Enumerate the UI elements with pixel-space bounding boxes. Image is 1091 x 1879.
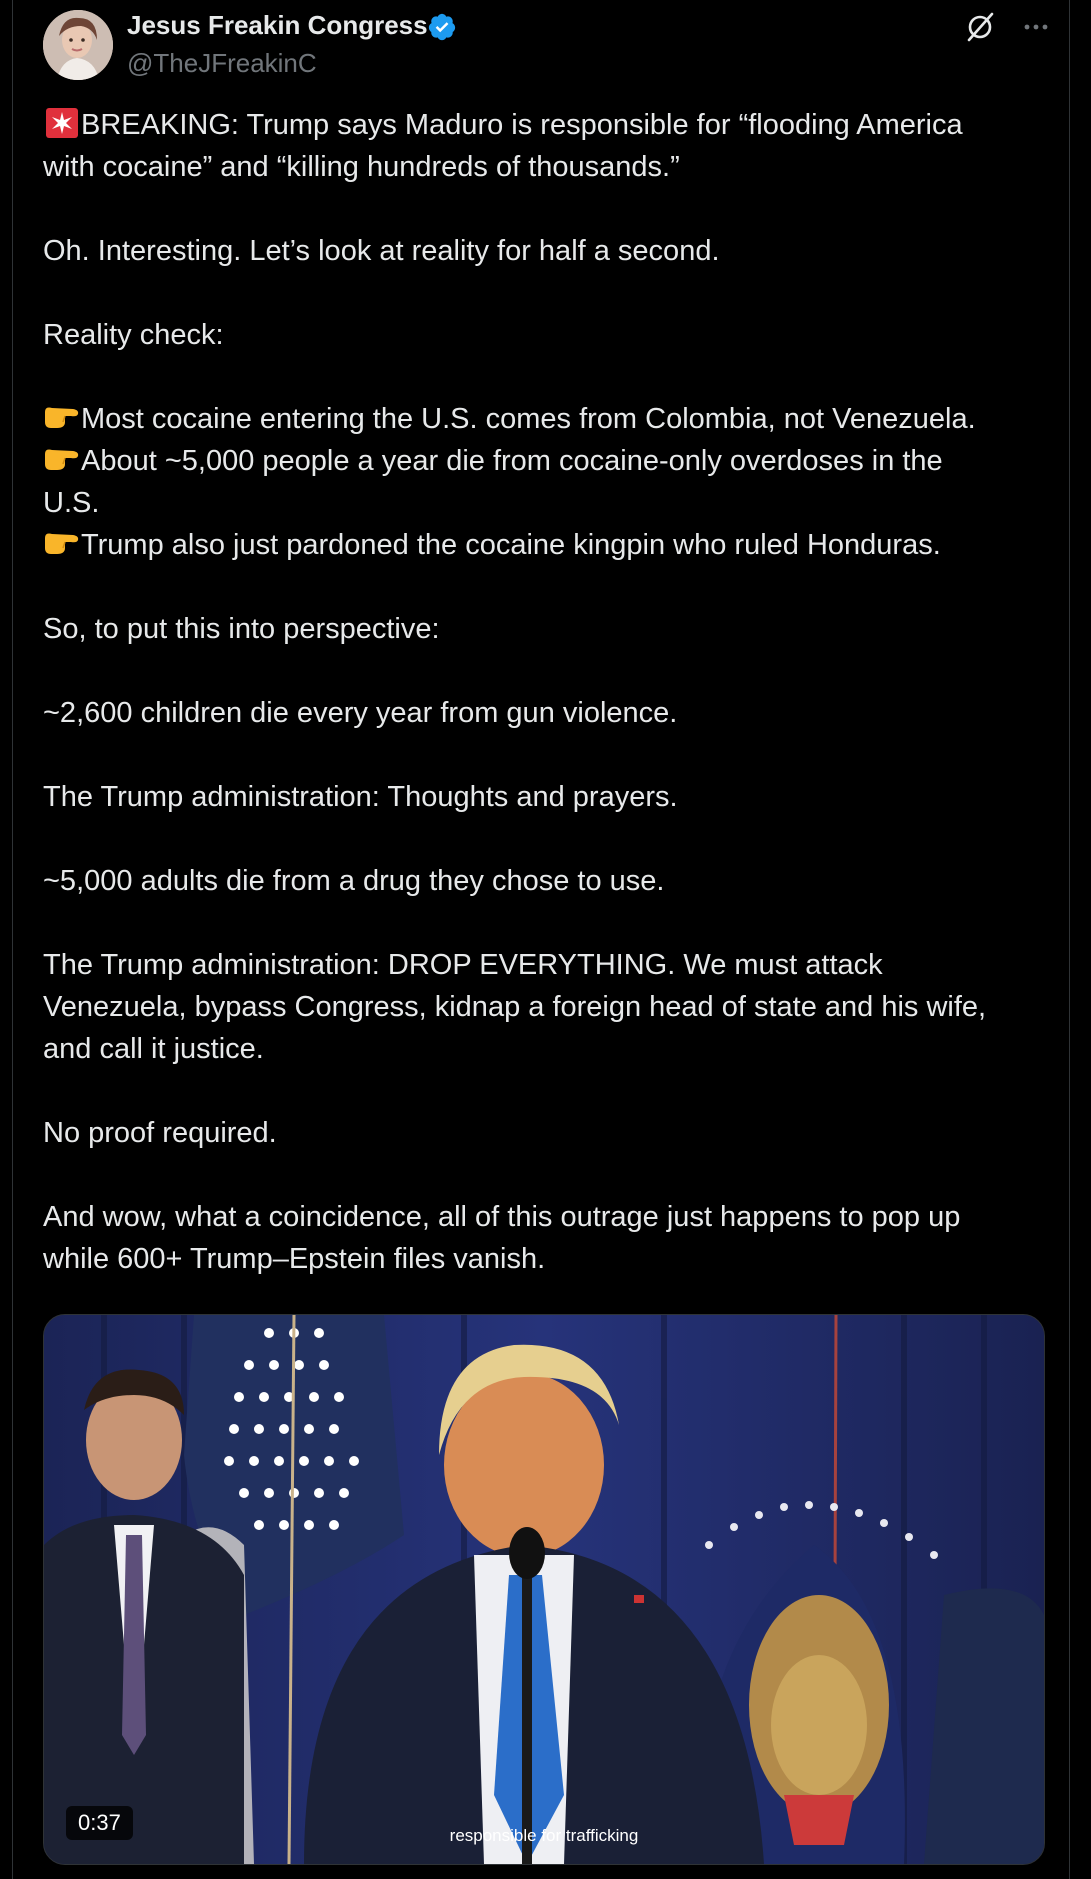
post-bullet: Most cocaine entering the U.S. comes from Colombia, not Venezuela.: [81, 403, 976, 435]
post-paragraph: Oh. Interesting. Let’s look at reality for half a second.: [43, 235, 720, 267]
post-paragraph: ~5,000 adults die from a drug they chose to use.: [43, 865, 665, 897]
backhand-index-pointing-right-emoji: [43, 526, 81, 560]
rotating-light-emoji: [43, 106, 81, 140]
avatar-image: [43, 10, 113, 80]
video-duration: 0:37: [66, 1806, 133, 1840]
post-paragraph: The Trump administration: Thoughts and prayers.: [43, 781, 678, 813]
post-paragraph: Reality check:: [43, 319, 224, 351]
post-paragraph: No proof required.: [43, 1117, 277, 1149]
video-frame: [44, 1315, 1044, 1864]
author-handle[interactable]: @TheJFreakinC: [127, 48, 317, 78]
backhand-index-pointing-right-emoji: [43, 442, 81, 476]
author-name[interactable]: Jesus Freakin Congress: [127, 10, 428, 40]
tweet-card: [12, 0, 1070, 1879]
post-paragraph: So, to put this into perspective:: [43, 613, 440, 645]
post-text: [43, 104, 1053, 1280]
post-bullet: About ~5,000 people a year die from cocaine-only overdoses in the U.S.: [43, 445, 943, 519]
video-player[interactable]: [43, 1314, 1045, 1865]
video-caption: responsible for trafficking: [449, 1826, 639, 1845]
grok-icon[interactable]: [963, 10, 997, 44]
verified-badge-icon: [427, 12, 457, 42]
post-paragraph: And wow, what a coincidence, all of this outrage just happens to pop up while 600+ Trump–Epstein files vanish.: [43, 1201, 961, 1275]
avatar[interactable]: [43, 10, 113, 80]
post-paragraph: ~2,600 children die every year from gun violence.: [43, 697, 678, 729]
post-line-breaking: BREAKING: Trump says Maduro is responsible for “flooding America with cocaine” and “killing hundreds of thousands.”: [43, 109, 963, 183]
backhand-index-pointing-right-emoji: [43, 400, 81, 434]
more-options-icon[interactable]: [1019, 10, 1053, 44]
post-paragraph: The Trump administration: DROP EVERYTHING. We must attack Venezuela, bypass Congress, kidnap a foreign head of state and his wife, and call it justice.: [43, 949, 987, 1065]
post-bullet: Trump also just pardoned the cocaine kingpin who ruled Honduras.: [81, 529, 941, 561]
